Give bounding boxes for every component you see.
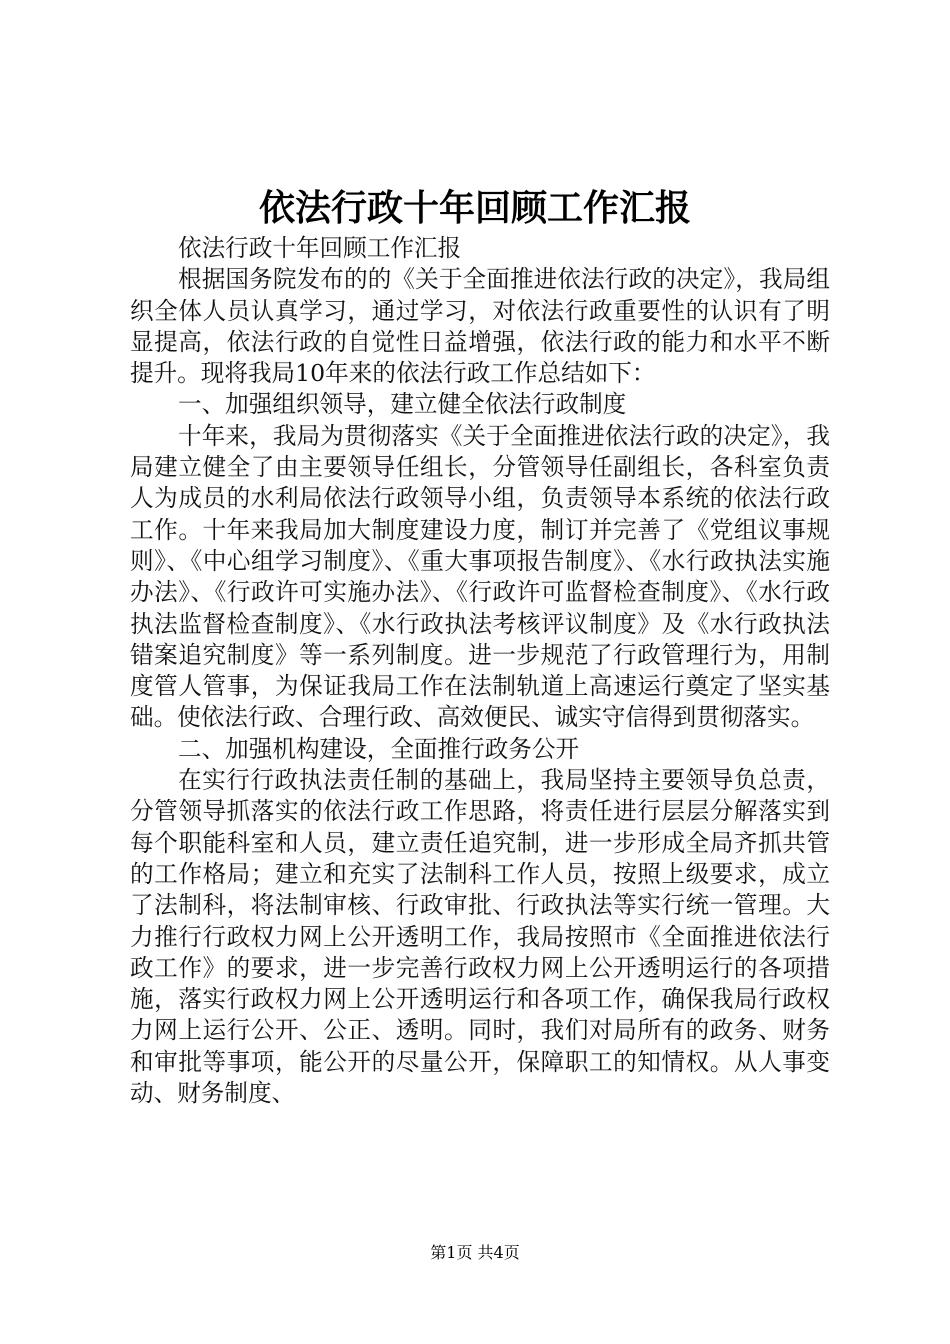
paragraph-section-1: 十年来，我局为贯彻落实《关于全面推进依法行政的决定》，我局建立健全了由主要领导任组长，分管领导任副组长，各科室负责人为成员的水利局依法行政领导小组，负责领导本系统的依法行政工作。十年来我局加大制度建设力度，制订并完善了《党组议事规则》、《中心组学习制度》、《重大事项报告制度》、《水行政执法实施办法》、《行政许可实施办法》、《行政许可监督检查制度》、《水行政执法监督检查制度》、《水行政执法考核评议制度》及《水行政执法错案追究制度》等一系列制度。进一步规范了行政管理行为，用制度管人管事，为保证我局工作在法制轨道上高速运行奠定了坚实基础。使依法行政、合理行政、高效便民、诚实守信得到贯彻落实。 <box>130 421 830 732</box>
page-number-footer: 第1页 共4页 <box>430 1243 520 1262</box>
section-heading-1: 一、加强组织领导，建立健全依法行政制度 <box>178 390 627 419</box>
section-heading-2: 二、加强机构建设，全面推行政务公开 <box>178 734 580 763</box>
paragraph-subtitle: 依法行政十年回顾工作汇报 <box>178 234 462 262</box>
document-title: 依法行政十年回顾工作汇报 <box>258 187 691 229</box>
paragraph-intro: 根据国务院发布的的《关于全面推进依法行政的决定》，我局组织全体人员认真学习，通过学习，对依法行政重要性的认识有了明显提高，依法行政的自觉性日益增强，依法行政的能力和水平不断提升。现将我局10年来的依法行政工作总结如下： <box>130 265 830 388</box>
paragraph-section-2: 在实行行政执法责任制的基础上，我局坚持主要领导负总责，分管领导抓落实的依法行政工作思路，将责任进行层层分解落实到每个职能科室和人员，建立责任追究制，进一步形成全局齐抓共管的工作格局；建立和充实了法制科工作人员，按照上级要求，成立了法制科，将法制审核、行政审批、行政执法等实行统一管理。大力推行行政权力网上公开透明工作，我局按照市《全面推进依法行政工作》的要求，进一步完善行政权力网上公开透明运行的各项措施，落实行政权力网上公开透明运行和各项工作，确保我局行政权力网上运行公开、公正、透明。同时，我们对局所有的政务、财务和审批等事项，能公开的尽量公开，保障职工的知情权。从人事变动、财务制度、 <box>130 766 830 1108</box>
document-body <box>130 233 830 1109</box>
